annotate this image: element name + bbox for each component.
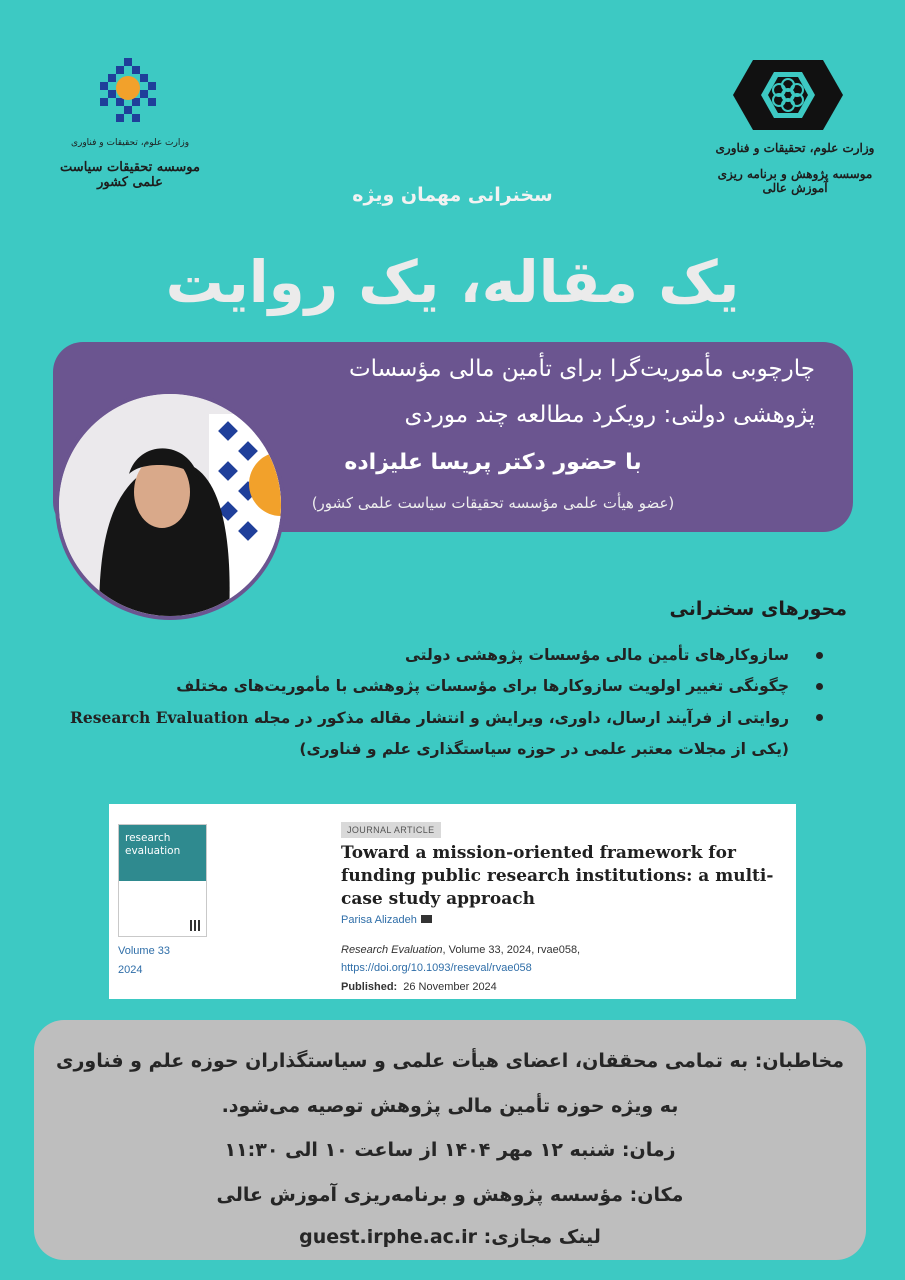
logo-left-institute: موسسه تحقیقات سیاست علمی کشور xyxy=(60,160,200,190)
logo-left-ministry: وزارت علوم، تحقیقات و فناوری xyxy=(70,138,190,148)
list-item: چگونگی تغییر اولویت سازوکارها برای مؤسسات پژوهشی با مأموریت‌های مختلف xyxy=(53,671,823,702)
bullet-icon xyxy=(816,652,823,659)
envelope-icon[interactable] xyxy=(421,915,432,923)
year-label: 2024 xyxy=(118,964,143,976)
qr-code-icon xyxy=(190,920,201,931)
doi-link[interactable]: https://doi.org/10.1093/reseval/rvae058 xyxy=(341,962,532,974)
event-place: مکان: مؤسسه پژوهش و برنامه‌ریزی آموزش عالی xyxy=(216,1184,684,1206)
hexagon-logo-icon xyxy=(733,55,843,135)
article-author[interactable]: Parisa Alizadeh xyxy=(341,914,432,926)
axes-list xyxy=(53,640,823,765)
article-type-badge: JOURNAL ARTICLE xyxy=(341,822,441,838)
axes-title: محورهای سخنرانی xyxy=(669,598,847,620)
cover-title-line2: evaluation xyxy=(125,845,181,857)
logo-science-policy-institute xyxy=(55,58,205,198)
talk-title-line2: پژوهشی دولتی: رویکرد مطالعه چند موردی xyxy=(404,402,815,428)
event-time: زمان: شنبه ۱۲ مهر ۱۴۰۴ از ساعت ۱۰ الی ۱۱:۳۰ xyxy=(224,1139,676,1161)
page-title: یک مقاله، یک روایت xyxy=(165,248,740,316)
logo-irphe xyxy=(705,55,885,195)
citation: Research Evaluation, Volume 33, 2024, rvae058, xyxy=(341,944,581,956)
talk-title-line1: چارچوبی مأموریت‌گرا برای تأمین مالی مؤسسات xyxy=(348,356,815,382)
logo-right-institute: موسسه پژوهش و برنامه ریزی آموزش عالی xyxy=(717,167,873,195)
audience-text: مخاطبان: به تمامی محققان، اعضای هیأت علمی و سیاستگذاران حوزه علم و فناوری xyxy=(56,1050,844,1072)
published-date: Published: 26 November 2024 xyxy=(341,981,497,993)
virtual-link: لینک مجازی: guest.irphe.ac.ir xyxy=(299,1226,601,1248)
speaker-photo xyxy=(55,390,285,620)
logo-right-ministry: وزارت علوم، تحقیقات و فناوری xyxy=(715,141,875,155)
list-item: روایتی از فرآیند ارسال، داوری، ویرایش و انتشار مقاله مذکور در مجله Research Evaluation (یکی از مجلات معتبر علمی در حوزه سیاستگذاری علم و فناوری) xyxy=(53,702,823,765)
list-item: سازوکارهای تأمین مالی مؤسسات پژوهشی دولتی xyxy=(53,640,823,671)
article-card xyxy=(109,804,796,999)
speaker-affiliation: (عضو هیأت علمی مؤسسه تحقیقات سیاست علمی کشور) xyxy=(311,494,675,512)
cover-title-line1: research xyxy=(125,832,171,844)
journal-name-en: Research Evaluation xyxy=(70,708,249,727)
event-info-box xyxy=(34,1020,866,1260)
audience-text-cont: به ویژه حوزه تأمین مالی پژوهش توصیه می‌شود. xyxy=(221,1095,679,1117)
kicker-text: سخنرانی مهمان ویژه xyxy=(352,184,553,206)
checker-logo-icon xyxy=(98,58,162,122)
speaker-name: با حضور دکتر پریسا علیزاده xyxy=(344,450,642,475)
journal-cover xyxy=(118,824,207,937)
volume-label: Volume 33 xyxy=(118,945,170,957)
bullet-icon xyxy=(816,714,823,721)
bullet-icon xyxy=(816,683,823,690)
virtual-link-url[interactable]: guest.irphe.ac.ir xyxy=(299,1226,478,1248)
article-title[interactable]: Toward a mission-oriented framework for funding public research institutions: a multi-case study approach xyxy=(341,843,774,909)
